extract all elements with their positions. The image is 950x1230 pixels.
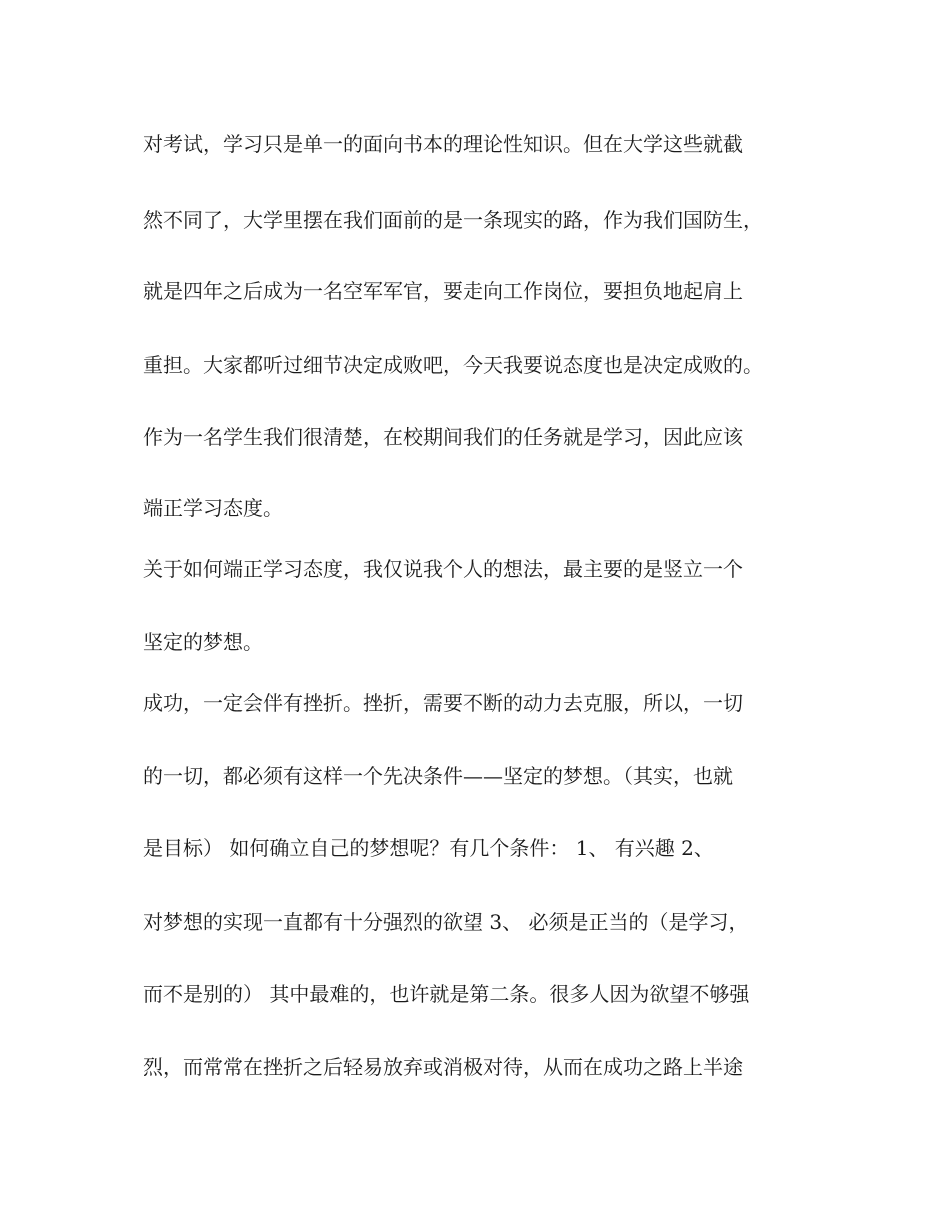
- text-line: 端正学习态度。: [143, 496, 283, 520]
- text-line: 的一切，都必须有这样一个先决条件——坚定的梦想。（其实，也就: [143, 764, 733, 788]
- text-line: 重担。大家都听过细节决定成败吧，今天我要说态度也是决定成败的。: [143, 353, 763, 377]
- text-line: 烈，而常常在挫折之后轻易放弃或消极对待，从而在成功之路上半途: [143, 1055, 743, 1079]
- text-line: 作为一名学生我们很清楚，在校期间我们的任务就是学习，因此应该: [143, 425, 743, 449]
- text-line: 关于如何端正学习态度，我仅说我个人的想法，最主要的是竖立一个: [143, 557, 743, 581]
- text-line: 是目标） 如何确立自己的梦想呢？有几个条件： 1、 有兴趣 2、: [143, 836, 714, 860]
- text-line: 然不同了，大学里摆在我们面前的是一条现实的路，作为我们国防生，: [143, 208, 763, 232]
- text-line: 对考试，学习只是单一的面向书本的理论性知识。但在大学这些就截: [143, 132, 743, 156]
- text-line: 就是四年之后成为一名空军军官，要走向工作岗位，要担负地起肩上: [143, 279, 743, 303]
- text-line: 成功，一定会伴有挫折。挫折，需要不断的动力去克服，所以，一切: [143, 691, 743, 715]
- text-line: 而不是别的） 其中最难的，也许就是第二条。很多人因为欲望不够强: [143, 982, 750, 1006]
- text-line: 对梦想的实现一直都有十分强烈的欲望 3、 必须是正当的（是学习，: [143, 910, 749, 934]
- text-line: 坚定的梦想。: [143, 630, 263, 654]
